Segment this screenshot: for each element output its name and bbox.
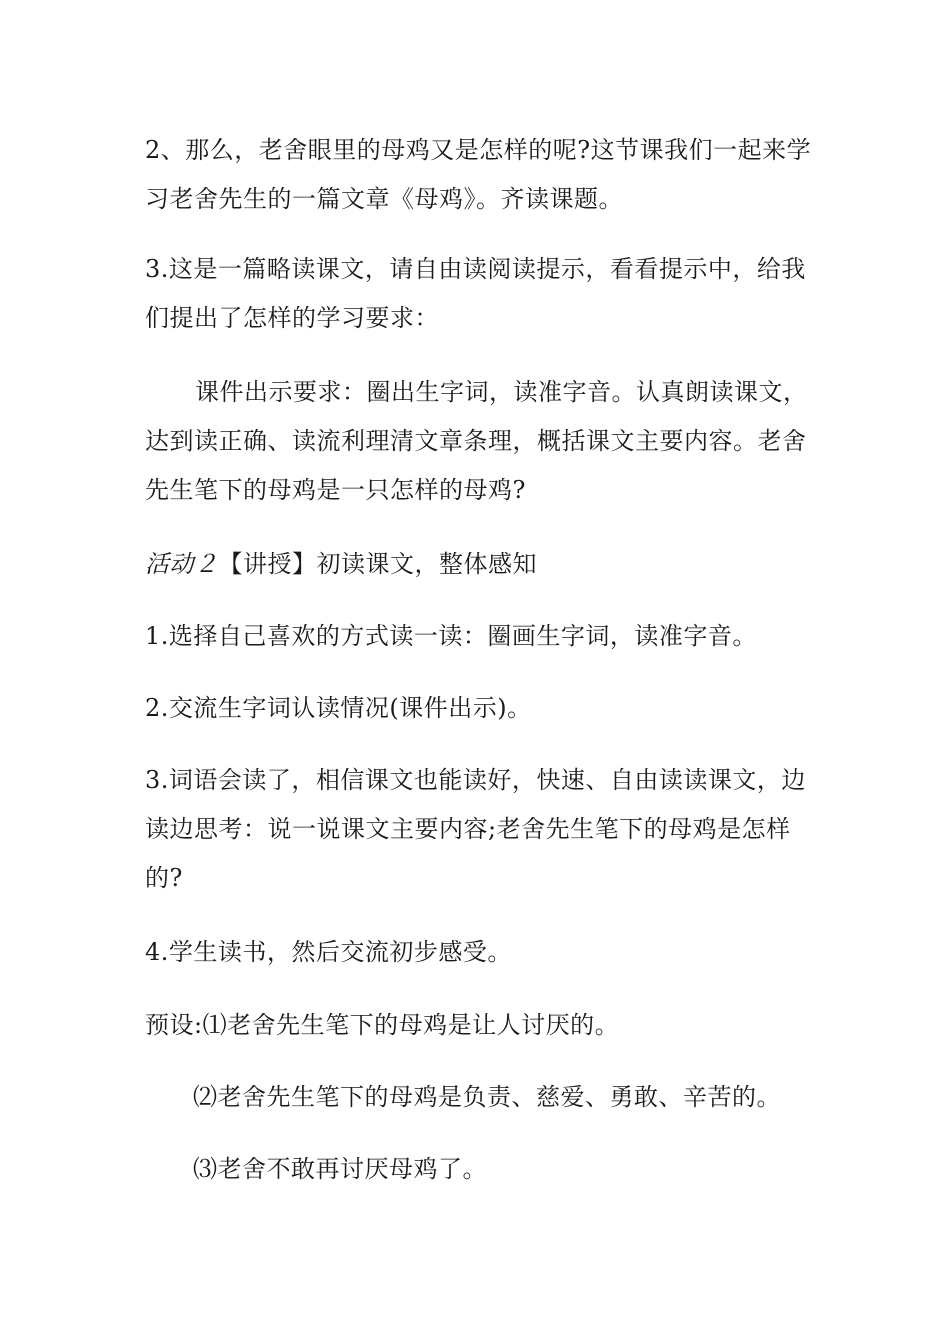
paragraph-step-4: 4.学生读书，然后交流初步感受。 xyxy=(145,938,512,966)
paragraph-preset-3: ⑶老舍不敢再讨厌母鸡了。 xyxy=(193,1155,487,1183)
activity-heading xyxy=(145,540,813,589)
paragraph-step-1: 1.选择自己喜欢的方式读一读：圈画生字词，读准字音。 xyxy=(145,622,757,650)
paragraph-reading-prompt: 3.这是一篇略读课文，请自由读阅读提示，看看提示中，给我们提出了怎样的学习要求： xyxy=(145,255,806,332)
activity-number: 活动２ xyxy=(145,550,219,578)
paragraph-courseware-requirements: 课件出示要求：圈出生字词，读准字音。认真朗读课文，达到读正确、读流利理清文章条理，概括课文主要内容。老舍先生笔下的母鸡是一只怎样的母鸡? xyxy=(145,378,808,504)
paragraph-preset-2: ⑵老舍先生笔下的母鸡是负责、慈爱、勇敢、辛苦的。 xyxy=(193,1083,781,1111)
activity-title: 【讲授】初读课文，整体感知 xyxy=(218,550,537,578)
paragraph-intro-question: 2、那么，老舍眼里的母鸡又是怎样的呢?这节课我们一起来学习老舍先生的一篇文章《母鸡》。齐读课题。 xyxy=(145,136,812,213)
paragraph-step-2: 2.交流生字词认读情况(课件出示)。 xyxy=(145,694,532,722)
paragraph-step-3: 3.词语会读了，相信课文也能读好，快速、自由读读课文，边读边思考：说一说课文主要内容;老舍先生笔下的母鸡是怎样的? xyxy=(145,766,806,892)
paragraph-preset-1: 预设:⑴老舍先生笔下的母鸡是让人讨厌的。 xyxy=(145,1011,620,1039)
